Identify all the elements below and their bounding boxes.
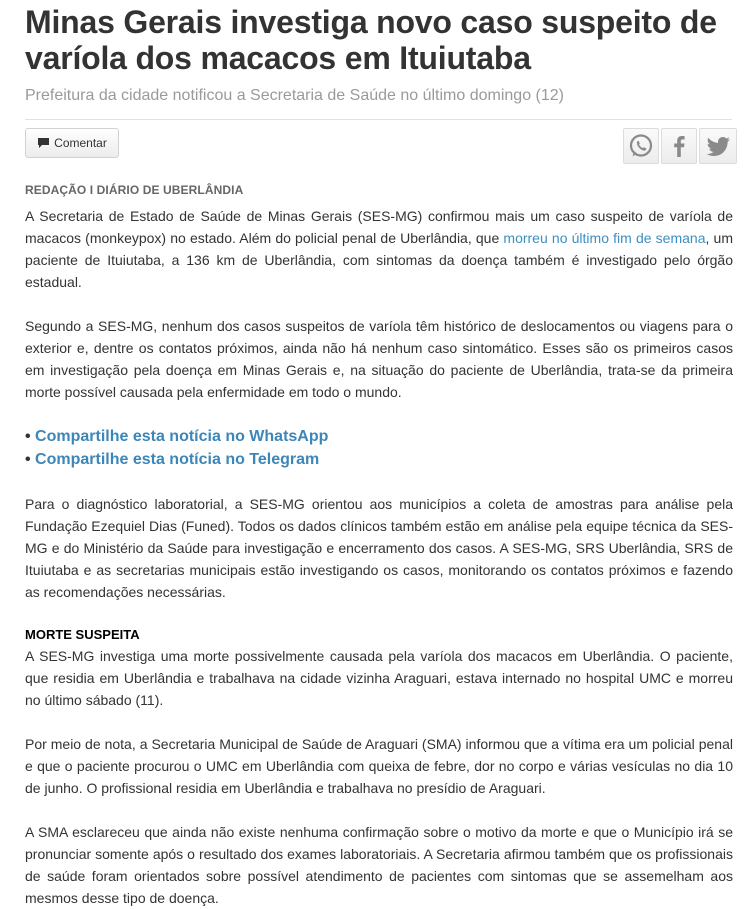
share-whatsapp-link[interactable]: Compartilhe esta notícia no WhatsApp: [35, 428, 329, 445]
twitter-share-button[interactable]: [699, 128, 737, 164]
twitter-icon: [704, 134, 732, 158]
article-title: Minas Gerais investiga novo caso suspeito de varíola dos macacos em Ituiutaba: [25, 4, 717, 76]
paragraph-text: , um paciente de Ituiutaba, a 136 km de Uberlândia, com sintomas da doença também é investigado pelo órgão estadual.: [25, 230, 733, 290]
divider: [25, 119, 732, 120]
paragraph: A SES-MG investiga uma morte possivelmente causada pela varíola dos macacos em Uberlândia. O paciente, que residia em Uberlândia e trabalhava na cidade vizinha Araguari, estava internado no hospital UMC e morreu no último sábado (11).: [25, 648, 733, 708]
speech-bubble-icon: [37, 137, 50, 149]
article-body: [25, 205, 733, 909]
paragraph-text: A Secretaria de Estado de Saúde de Minas Gerais (SES-MG) confirmou mais um caso suspeito de varíola de macacos (monkeypox) no estado. Além do policial penal de Uberlândia, que: [25, 208, 733, 246]
comment-button[interactable]: [25, 128, 119, 158]
paragraph: [25, 205, 733, 293]
paragraph: A SMA esclareceu que ainda não existe nenhuma confirmação sobre o motivo da morte e que o Município irá se pronunciar somente após o resultado dos exames laboratoriais. A Secretaria afirmou também que os profissionais de saúde foram orientados sobre possível atendimento de pacientes com sintomas que se assemelham aos mesmos desse tipo de doença.: [25, 824, 733, 906]
whatsapp-icon: [628, 133, 654, 159]
paragraph: Para o diagnóstico laboratorial, a SES-MG orientou aos municípios a coleta de amostras para análise pela Fundação Ezequiel Dias (Funed). Todos os dados clínicos também estão em análise pela equipe técnica da SES-MG e do Ministério da Saúde para investigação e encerramento dos casos. A SES-MG, SRS Uberlândia, SRS de Ituiutaba e as secretarias municipais estão investigando os casos, monitorando os contatos próximos e fazendo as recomendações necessárias.: [25, 496, 733, 600]
share-telegram-line: • Compartilhe esta notícia no Telegram: [25, 451, 320, 468]
share-telegram-link[interactable]: Compartilhe esta notícia no Telegram: [35, 451, 320, 468]
related-article-link[interactable]: morreu no último fim de semana: [503, 230, 706, 246]
article-subtitle: Prefeitura da cidade notificou a Secretaria de Saúde no último domingo (12): [25, 87, 564, 104]
share-buttons: [623, 128, 737, 164]
byline: REDAÇÃO I DIÁRIO DE UBERLÂNDIA: [25, 183, 244, 197]
paragraph: Por meio de nota, a Secretaria Municipal de Saúde de Araguari (SMA) informou que a vítima era um policial penal e que o paciente procurou o UMC em Uberlândia com queixa de febre, dor no corpo e várias vesículas no dia 10 de junho. O profissional residia em Uberlândia e trabalhava no presídio de Araguari.: [25, 736, 733, 796]
paragraph: Segundo a SES-MG, nenhum dos casos suspeitos de varíola têm histórico de deslocamentos ou viagens para o exterior e, dentre os contatos próximos, ainda não há nenhum caso sintomático. Esses são os primeiros casos em investigação pela doença em Minas Gerais e, na situação do paciente de Uberlândia, trata-se da primeira morte possível causada pela enfermidade em todo o mundo.: [25, 318, 733, 400]
comment-button-label: Comentar: [54, 136, 107, 150]
facebook-icon: [668, 133, 690, 159]
section-heading: MORTE SUSPEITA: [25, 627, 140, 642]
facebook-share-button[interactable]: [661, 128, 697, 164]
whatsapp-share-button[interactable]: [623, 128, 659, 164]
share-whatsapp-line: • Compartilhe esta notícia no WhatsApp: [25, 428, 329, 445]
